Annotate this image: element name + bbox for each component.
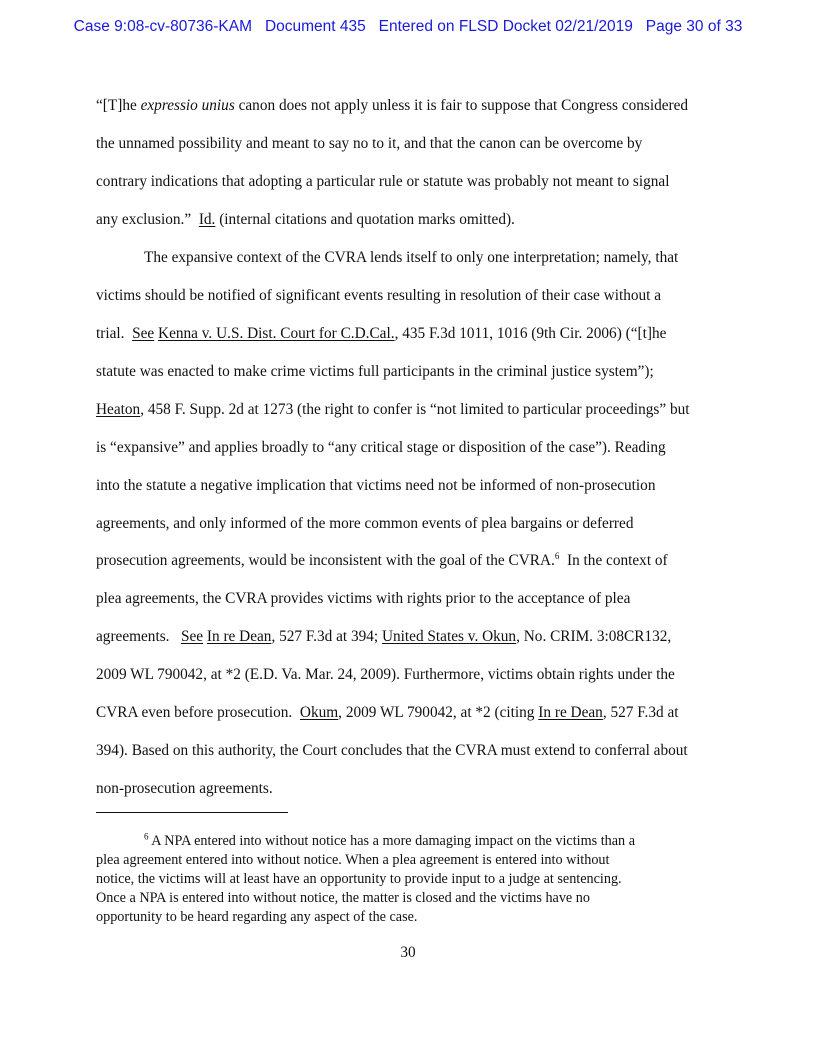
body-line-1	[96, 98, 688, 113]
page-number: 30	[400, 944, 416, 961]
header-document: Document 435	[264, 18, 366, 35]
text: “[T]he	[96, 97, 141, 114]
body-line-16: 2009 WL 790042, at *2 (E.D. Va. Mar. 24, 2009). Furthermore, victims obtain rights under the	[96, 666, 675, 683]
body-line-6: victims should be notified of significant events resulting in resolution of their case without a	[96, 287, 662, 304]
body-line-15	[96, 629, 671, 644]
text: canon does not apply unless it is fair to suppose that Congress considered	[234, 97, 689, 114]
body-line-3: contrary indications that adopting a particular rule or statute was probably not meant to signal	[96, 173, 670, 190]
body-line-5: The expansive context of the CVRA lends itself to only one interpretation; namely, that	[144, 249, 679, 266]
header-case: Case 9:08-cv-80736-KAM	[73, 18, 253, 35]
text: , 527 F.3d at 394;	[271, 628, 382, 645]
body-line-7	[96, 326, 666, 341]
body-line-10: is “expansive” and applies broadly to “any critical stage or disposition of the case”). Reading	[96, 439, 666, 456]
case-citation: Okum	[299, 704, 339, 721]
text: trial.	[96, 325, 133, 342]
body-line-8: statute was enacted to make crime victims full participants in the criminal justice system”);	[96, 363, 654, 380]
body-line-11: into the statute a negative implication that victims need not be informed of non-prosecution	[96, 477, 656, 494]
header-page: Page 30 of 33	[645, 18, 743, 35]
signal-see: See	[180, 628, 204, 645]
footnote-line-5: opportunity to be heard regarding any aspect of the case.	[96, 909, 418, 925]
header-entered: Entered on FLSD Docket 02/21/2019	[378, 18, 633, 35]
docket-header	[0, 18, 816, 36]
text: , 435 F.3d 1011, 1016 (9th Cir. 2006) (“[t]he	[394, 325, 667, 342]
body-line-18: 394). Based on this authority, the Court concludes that the CVRA must extend to conferral about	[96, 742, 688, 759]
footnote-line-2: plea agreement entered into without notice. When a plea agreement is entered into without	[96, 852, 610, 868]
case-citation: Heaton	[96, 401, 141, 418]
footnote-ref: 6	[554, 550, 560, 561]
footnote-divider	[96, 812, 288, 813]
text: , 527 F.3d at	[602, 704, 679, 721]
body-line-2: the unnamed possibility and meant to say no to it, and that the canon can be overcome by	[96, 135, 643, 152]
body-line-9	[96, 402, 690, 417]
text: agreements.	[96, 628, 181, 645]
footnote-line-4: Once a NPA is entered into without notice, the matter is closed and the victims have no	[96, 890, 590, 906]
text: (internal citations and quotation marks omitted).	[215, 211, 515, 228]
text: CVRA even before prosecution.	[96, 704, 300, 721]
citation-id: Id.	[198, 211, 216, 228]
text: any exclusion.”	[96, 211, 199, 228]
case-citation: In re Dean	[206, 628, 272, 645]
text: , No. CRIM. 3:08CR132,	[516, 628, 672, 645]
body-line-13	[96, 550, 668, 569]
text: , 2009 WL 790042, at *2 (citing	[338, 704, 539, 721]
text: In the context of	[559, 552, 668, 569]
footnote-line-3: notice, the victims will at least have an opportunity to provide input to a judge at sentencing.	[96, 871, 622, 887]
body-line-12: agreements, and only informed of the more common events of plea bargains or deferred	[96, 515, 634, 532]
body-line-14: plea agreements, the CVRA provides victims with rights prior to the acceptance of plea	[96, 590, 631, 607]
case-citation: Kenna v. U.S. Dist. Court for C.D.Cal.	[158, 325, 395, 342]
text: , 458 F. Supp. 2d at 1273 (the right to confer is “not limited to particular proceedings” but	[140, 401, 690, 418]
text: A NPA entered into without notice has a more damaging impact on the victims than a	[148, 833, 635, 849]
footnote-line-1	[144, 831, 635, 849]
footnote-number: 6	[144, 831, 149, 842]
signal-see: See	[132, 325, 155, 342]
body-line-17	[96, 705, 679, 720]
italic-term: expressio unius	[140, 97, 235, 114]
body-line-4	[96, 212, 515, 227]
body-line-19: non-prosecution agreements.	[96, 780, 273, 797]
case-citation: In re Dean	[538, 704, 603, 721]
case-citation: United States v. Okun	[381, 628, 517, 645]
text: prosecution agreements, would be inconsistent with the goal of the CVRA.	[96, 552, 555, 569]
